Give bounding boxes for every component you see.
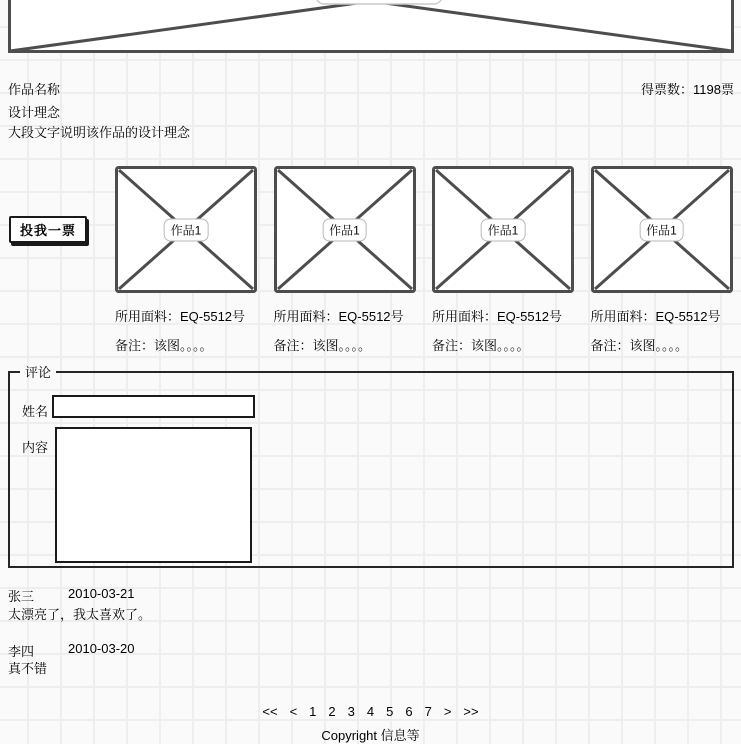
note-info: 备注：该图。。。。: [273, 338, 372, 353]
name-input[interactable]: [52, 395, 255, 418]
comment-form: [8, 362, 734, 568]
artwork-label: 作品1: [164, 218, 209, 241]
design-concept-heading: 设计理念: [8, 105, 61, 120]
artwork-image-placeholder[interactable]: [591, 166, 733, 293]
artwork-label: 作品1: [322, 218, 367, 241]
comment-form-legend: 评论: [25, 365, 52, 380]
artwork-card: [432, 166, 574, 354]
vote-count: 得票数：1198票: [641, 82, 734, 97]
banner-x-placeholder-icon: [8, 0, 734, 53]
comment-date: 2010-03-21: [68, 586, 135, 601]
design-concept-text: 大段文字说明该作品的设计理念: [8, 125, 191, 140]
artwork-image-placeholder[interactable]: [115, 166, 257, 293]
banner-image-placeholder: [8, 0, 734, 53]
vote-button[interactable]: 投我一票: [9, 216, 87, 243]
pagination-first[interactable]: <<: [262, 704, 278, 719]
artwork-card-list: [115, 166, 733, 354]
copyright-text: Copyright 信息等: [321, 728, 420, 743]
work-title: 作品名称: [8, 82, 61, 97]
pagination-last[interactable]: >>: [463, 704, 479, 719]
fabric-info: 所用面料：EQ-5512号: [273, 309, 404, 324]
pagination-page-6[interactable]: 6: [405, 704, 413, 719]
name-label: 姓名: [22, 404, 49, 419]
pagination-page-2[interactable]: 2: [328, 704, 336, 719]
artwork-image-placeholder[interactable]: [432, 166, 574, 293]
artwork-card: [274, 166, 416, 354]
content-textarea[interactable]: [55, 427, 252, 563]
comment-text: 真不错: [8, 661, 48, 676]
note-info: 备注：该图。。。。: [590, 338, 689, 353]
comment-text: 太漂亮了，我太喜欢了。: [8, 607, 152, 622]
fabric-info: 所用面料：EQ-5512号: [115, 309, 246, 324]
comment-date: 2010-03-20: [68, 641, 135, 656]
artwork-label: 作品1: [639, 218, 684, 241]
pagination: [0, 704, 741, 719]
pagination-page-7[interactable]: 7: [424, 704, 432, 719]
header-row: [8, 79, 734, 98]
pagination-page-1[interactable]: 1: [309, 704, 317, 719]
comment-author: 李四: [8, 644, 35, 659]
note-info: 备注：该图。。。。: [115, 338, 213, 353]
artwork-image-placeholder[interactable]: [274, 166, 416, 293]
content-label: 内容: [22, 440, 49, 455]
comment-meta: [8, 586, 135, 605]
fabric-info: 所用面料：EQ-5512号: [432, 309, 563, 324]
pagination-page-5[interactable]: 5: [386, 704, 394, 719]
pagination-next[interactable]: >: [443, 704, 452, 719]
artwork-card: [591, 166, 733, 354]
comment-author: 张三: [8, 589, 35, 604]
pagination-prev[interactable]: <: [289, 704, 298, 719]
artwork-label: 作品1: [481, 218, 526, 241]
pagination-page-3[interactable]: 3: [347, 704, 355, 719]
pagination-page-4[interactable]: 4: [366, 704, 375, 719]
note-info: 备注：该图。。。。: [432, 338, 530, 353]
artwork-card: [115, 166, 257, 354]
fabric-info: 所用面料：EQ-5512号: [590, 309, 721, 324]
